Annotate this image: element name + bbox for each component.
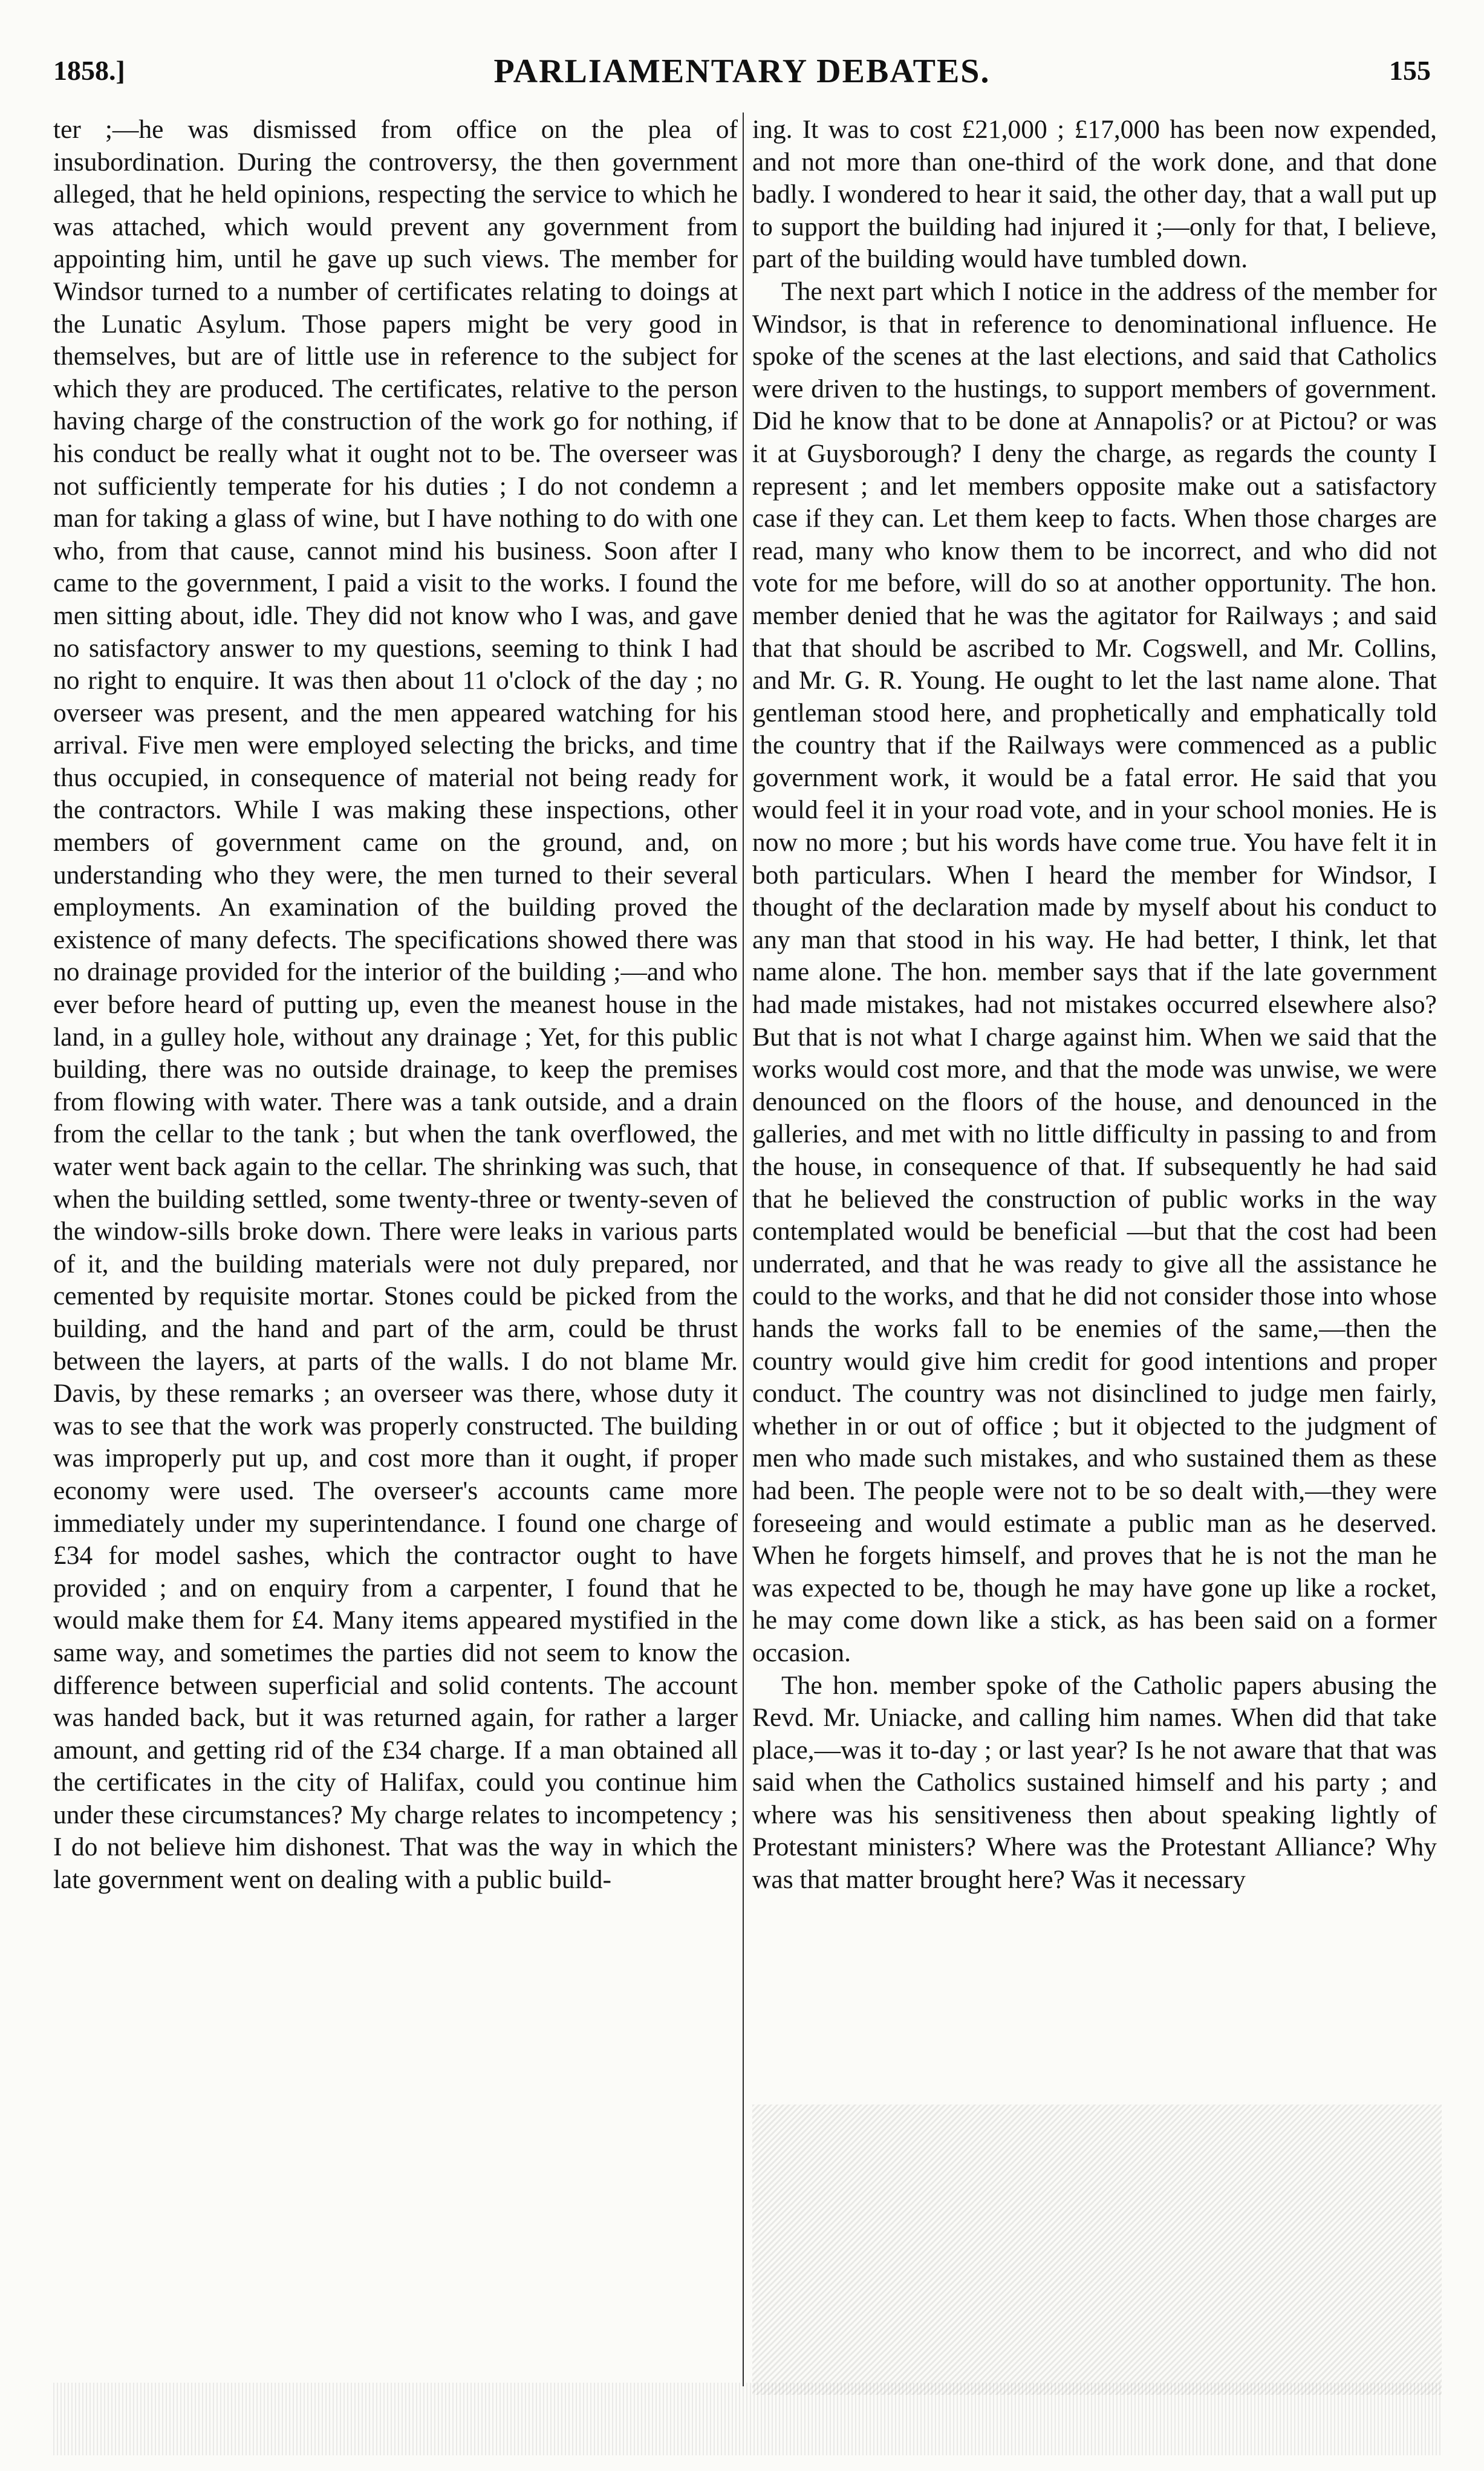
column-divider: [743, 112, 744, 2386]
left-column: [53, 114, 738, 1896]
left-paragraph-1: ter ;—he was dismissed from office on the plea of insubordination. During the controversy, the then government alleged, that he held opinions, respecting the service to which he was attached, which would prevent any government from appointing him, until he gave up such views. The member for Windsor turned to a number of certificates relating to doings at the Lunatic Asylum. Those papers might be very good in themselves, but are of little use in reference to the subject for which they are produced. The certificates, relative to the person having charge of the construction of the work go for nothing, if his conduct be really what it ought not to be. The overseer was not sufficiently temperate for his duties ; I do not condemn a man for taking a glass of wine, but I have nothing to do with one who, from that cause, cannot mind his business. Soon after I came to the government, I paid a visit to the works. I found the men sitting about, idle. They did not know who I was, and gave no satisfactory answer to my questions, seeming to think I had no right to enquire. It was then about 11 o'clock of the day ; no overseer was present, and the men appeared watching for his arrival. Five men were employed selecting the bricks, and time thus occupied, in consequence of material not being ready for the contractors. While I was making these inspections, other members of government came on the ground, and, on understanding who they were, the men turned to their several employments. An examination of the building proved the existence of many defects. The specifications showed there was no drainage provided for the interior of the building ;—and who ever before heard of putting up, even the meanest house in the land, in a gulley hole, without any drainage ; Yet, for this public building, there was no outside drainage, to keep the premises from flowing with water. There was a tank outside, and a drain from the cellar to the tank ; but when the tank overflowed, the water went back again to the cellar. The shrinking was such, that when the building settled, some twenty-three or twenty-seven of the window-sills broke down. There were leaks in various parts of it, and the building materials were not duly prepared, nor cemented by requisite mortar. Stones could be picked from the building, and the hand and part of the arm, could be thrust between the layers, at parts of the walls. I do not blame Mr. Davis, by these remarks ; an overseer was there, whose duty it was to see that the work was properly constructed. The building was improperly put up, and cost more than it ought, if proper economy were used. The overseer's accounts came more immediately under my superintendance. I found one charge of £34 for model sashes, which the contractor ought to have provided ; and on enquiry from a carpenter, I found that he would make them for £4. Many items appeared mystified in the same way, and sometimes the parties did not seem to know the difference between superficial and solid contents. The account was handed back, but it was returned again, for rather a larger amount, and getting rid of the £34 charge. If a man obtained all the certificates in the city of Halifax, could you continue him under these circumstances? My charge relates to incompetency ; I do not believe him dishonest. That was the way in which the late government went on dealing with a public build-: [53, 115, 738, 1895]
right-paragraph-3: The hon. member spoke of the Catholic papers abusing the Revd. Mr. Uniacke, and calling him names. When did that take place,—was it to-day ; or last year? Is he not aware that that was said when the Catholics sustained himself and his party ; and where was his sensitiveness then about speaking lightly of Protestant ministers? Where was the Protestant Alliance? Why was that matter brought here? Was it necessary: [752, 1670, 1437, 1895]
right-column: [752, 114, 1437, 1896]
header-year: 1858.]: [53, 55, 125, 86]
print-smudge: [752, 2105, 1442, 2395]
right-paragraph-1: ing. It was to cost £21,000 ; £17,000 has been now expended, and not more than one-third of the work done, and that done badly. I wondered to hear it said, the other day, that a wall put up to support the building had injured it ;—only for that, I believe, part of the building would have tumbled down.: [752, 115, 1437, 274]
header-title: PARLIAMENTARY DEBATES.: [493, 53, 991, 90]
page-header: [53, 42, 1431, 97]
header-page-number: 155: [1389, 55, 1431, 86]
bottom-scan-noise: [53, 2383, 1442, 2455]
right-paragraph-2: The next part which I notice in the address of the member for Windsor, is that in reference to denominational influence. He spoke of the scenes at the last elections, and said that Catholics were driven to the hustings, to support members of government. Did he know that to be done at Annapolis? or at Pictou? or was it at Guysborough? I deny the charge, as regards the county I represent ; and let members opposite make out a satisfactory case if they can. Let them keep to facts. When those charges are read, many who know them to be incorrect, and who did not vote for me before, will do so at another opportunity. The hon. member denied that he was the agitator for Railways ; and said that that should be ascribed to Mr. Cogswell, and Mr. Collins, and Mr. G. R. Young. He ought to let the last name alone. That gentleman stood here, and prophetically and emphatically told the country that if the Railways were commenced as a public government work, it would be a fatal error. He said that you would feel it in your road vote, and in your school monies. He is now no more ; but his words have come true. You have felt it in both particulars. When I heard the member for Windsor, I thought of the declaration made by myself about his conduct to any man that stood in his way. He had better, I think, let that name alone. The hon. member says that if the late government had made mistakes, had not mistakes occurred elsewhere also? But that is not what I charge against him. When we said that the works would cost more, and that the mode was unwise, we were denounced on the floors of the house, and denounced in the galleries, and met with no little difficulty in passing to and from the house, in consequence of that. If subsequently he had said that he believed the construction of public works in the way contemplated would be beneficial —but that the cost had been underrated, and that he was ready to give all the assistance he could to the works, and that he did not consider those into whose hands the works fall to be enemies of the same,—then the country would give him credit for good intentions and proper conduct. The country was not disinclined to judge men fairly, whether in or out of office ; but it objected to the judgment of men who made such mistakes, and who sustained them as these had been. The people were not to be so dealt with,—they were foreseeing and would estimate a public man as he deserved. When he forgets himself, and proves that he is not the man he was expected to be, though he may have gone up like a rocket, he may come down like a stick, as has been said on a former occasion.: [752, 276, 1437, 1667]
